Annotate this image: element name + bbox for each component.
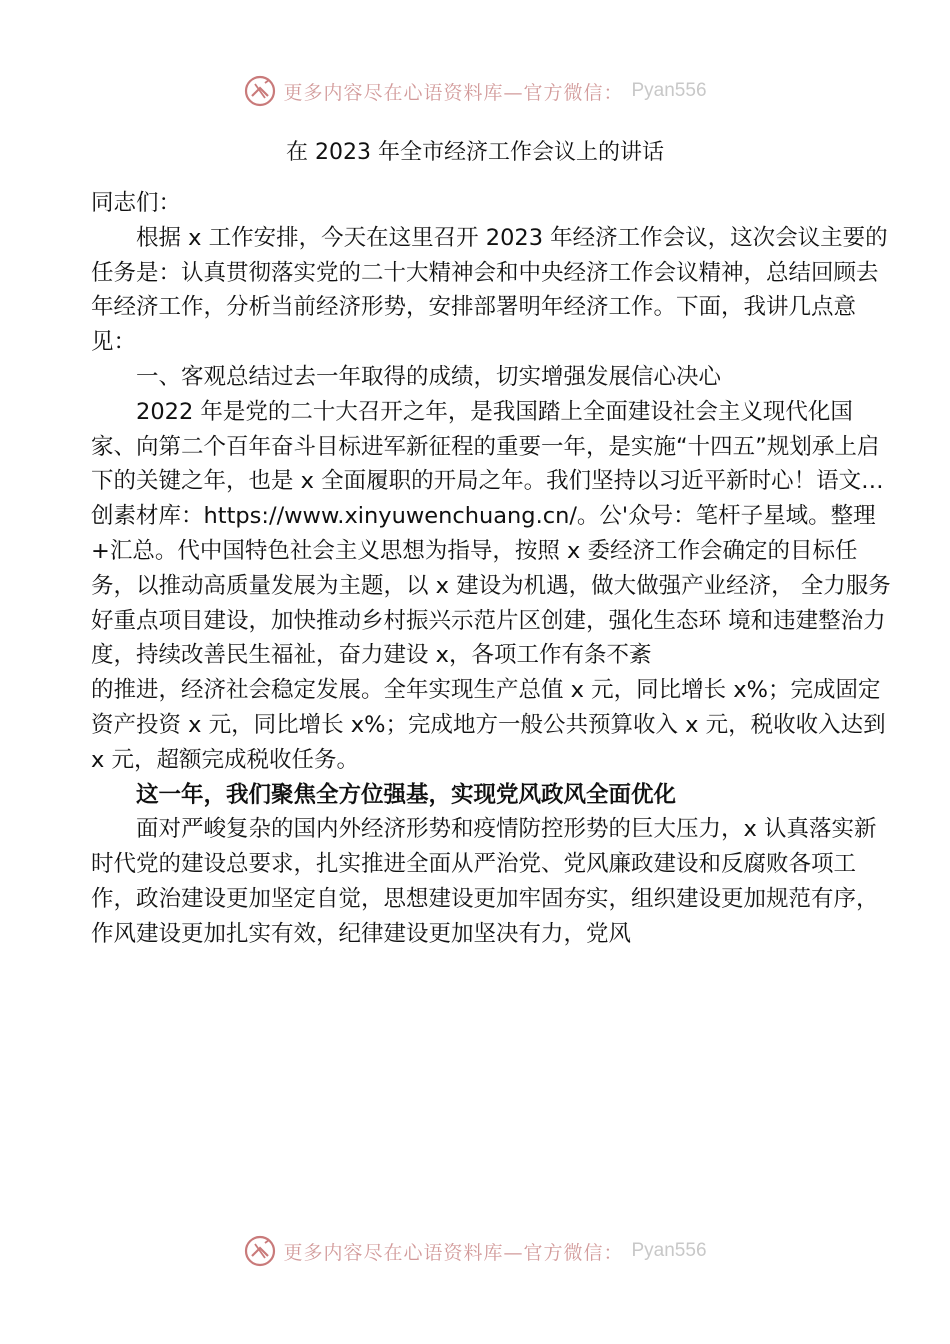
- salutation: 同志们：: [91, 190, 182, 216]
- watermark-wechat-id: Pyan556: [631, 80, 707, 101]
- subheading-party-conduct: 这一年，我们聚焦全方位强基，实现党风政风全面优化: [136, 781, 677, 808]
- document-title: 在 2023 年全市经济工作会议上的讲话: [286, 140, 664, 165]
- document-body: [91, 186, 891, 952]
- paragraph-party-building: 面对严峻复杂的国内外经济形势和疫情防控形势的巨大压力，x 认真落实新时代党的建设总要求，扎实推进全面从严治党、党风廉政建设和反腐败各项工作，政治建设更加坚定自觉，思想建设更加牢固夯实，组织建设更加规范有序，作风建设更加扎实有效，纪律建设更加坚决有力，党风: [91, 816, 879, 947]
- watermark-wechat-id: Pyan556: [631, 1240, 707, 1261]
- book-logo-icon: [243, 74, 277, 108]
- section-heading-1: 一、客观总结过去一年取得的成绩，切实增强发展信心决心: [136, 363, 722, 390]
- book-logo-icon: [243, 1234, 277, 1268]
- footer-watermark: [0, 1234, 950, 1268]
- paragraph-intro: 根据 x 工作安排，今天在这里召开 2023 年经济工作会议，这次会议主要的任务是：认真贯彻落实党的二十大精神会和中央经济工作会议精神，总结回顾去年经济工作，分析当前经济形势，安排部署明年经济工作。下面，我讲几点意见：: [91, 224, 888, 356]
- paragraph-economic-results: 的推进，经济社会稳定发展。全年实现生产总值 x 元，同比增长 x%；完成固定资产投资 x 元，同比增长 x%；完成地方一般公共预算收入 x 元，税收收入达到 x 元，超额完成税收任务。: [91, 677, 886, 773]
- header-watermark: [0, 74, 950, 108]
- watermark-text: 更多内容尽在心语资料库—官方微信：: [283, 1241, 624, 1264]
- paragraph-achievements: 2022 年是党的二十大召开之年，是我国踏上全面建设社会主义现代化国家、向第二个百年奋斗目标进军新征程的重要一年，是实施“十四五”规划承上启下的关键之年，也是 x 全面履职的开局之年。我们坚持以习近平新时心！语文…创素材库：https://www.xinyuwenchuang.cn/。公'众号：笔杆子星域。整理+汇总。代中国特色社会主义思想为指导，按照 x 委经济工作会确定的目标任务，以推动高质量发展为主题，以 x 建设为机遇，做大做强产业经济， 全力服务好重点项目建设，加快推动乡村振兴示范片区创建，强化生态环 境和违建整治力度，持续改善民生福祉，奋力建设 x，各项工作有条不紊: [91, 398, 891, 669]
- watermark-text: 更多内容尽在心语资料库—官方微信：: [283, 81, 624, 104]
